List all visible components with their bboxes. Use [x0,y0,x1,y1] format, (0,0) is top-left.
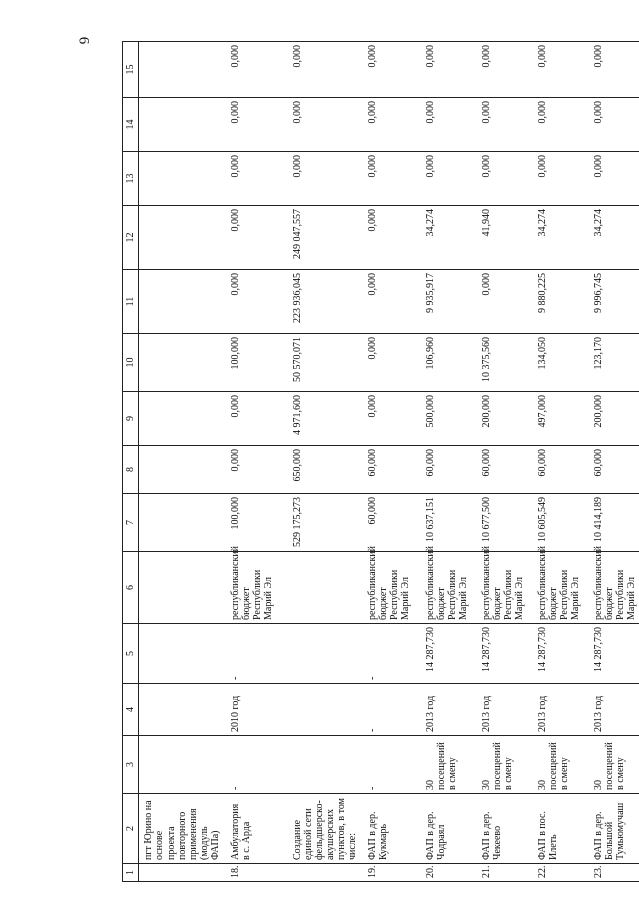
year: 2013 год [477,684,533,736]
value-col-7: 10 605,549 [533,494,589,552]
estimate-cost: 14 287,730 [477,624,533,684]
value-col-9: 500,000 [421,392,477,446]
value-col-13: 0,000 [421,152,477,206]
value-col-14: 0,000 [226,98,288,152]
estimate-cost [139,624,226,684]
value-col-13: 0,000 [477,152,533,206]
value-col-15: 0,000 [421,42,477,98]
year [139,684,226,736]
value-col-7: 10 677,500 [477,494,533,552]
value-col-13: 0,000 [226,152,288,206]
value-col-12: 249 047,557 [288,206,363,270]
header-col-10: 10 [123,334,139,392]
table-row [363,42,421,882]
header-col-4: 4 [123,684,139,736]
value-col-15 [139,42,226,98]
table-row [139,42,226,882]
value-col-8 [139,446,226,494]
funding-source [288,552,363,624]
value-col-10: 100,000 [226,334,288,392]
value-col-14 [139,98,226,152]
value-col-7 [139,494,226,552]
value-col-11: 9 935,917 [421,270,477,334]
header-col-7: 7 [123,494,139,552]
capacity [139,736,226,794]
object-name: ФАП в дер. Чекеево [477,794,533,864]
value-col-7: 10 414,189 [589,494,639,552]
value-col-14: 0,000 [421,98,477,152]
estimate-cost: 14 287,730 [421,624,477,684]
object-name: ФАП в дер. Чодраял [421,794,477,864]
budget-table [122,41,639,882]
value-col-7: 10 637,151 [421,494,477,552]
capacity: 30 посещений в смену [533,736,589,794]
value-col-8: 0,000 [226,446,288,494]
header-col-2: 2 [123,794,139,864]
value-col-9: 497,000 [533,392,589,446]
value-col-9: 200,000 [589,392,639,446]
value-col-15: 0,000 [363,42,421,98]
page-number: 6 [75,36,92,45]
table-row [477,42,533,882]
value-col-12: 34,274 [421,206,477,270]
row-number: 22. [533,864,589,882]
value-col-12 [139,206,226,270]
value-col-12: 0,000 [363,206,421,270]
year: - [363,684,421,736]
header-col-12: 12 [123,206,139,270]
header-col-15: 15 [123,42,139,98]
value-col-9: 0,000 [363,392,421,446]
value-col-9: 0,000 [226,392,288,446]
value-col-14: 0,000 [533,98,589,152]
funding-source: республиканский бюджет Республики Марий Эл [589,552,639,624]
value-col-11: 223 936,045 [288,270,363,334]
year [288,684,363,736]
value-col-14: 0,000 [589,98,639,152]
value-col-7: 529 175,273 [288,494,363,552]
value-col-8: 650,000 [288,446,363,494]
row-number: 21. [477,864,533,882]
value-col-8: 60,000 [477,446,533,494]
header-col-13: 13 [123,152,139,206]
object-name: пгт Юрино на основе проекта повторного применения (модуль ФАПа) [139,794,226,864]
row-number: 19. [363,864,421,882]
value-col-11: 0,000 [226,270,288,334]
value-col-14: 0,000 [288,98,363,152]
table-header [123,42,139,882]
value-col-9: 4 971,600 [288,392,363,446]
header-col-9: 9 [123,392,139,446]
capacity: 30 посещений в смену [477,736,533,794]
value-col-11: 0,000 [363,270,421,334]
funding-source: республиканский бюджет Республики Марий Эл [226,552,288,624]
value-col-10 [139,334,226,392]
object-name: ФАП в дер. Большой Тумьюмучаш [589,794,639,864]
value-col-11: 0,000 [477,270,533,334]
year: 2013 год [421,684,477,736]
value-col-15: 0,000 [477,42,533,98]
estimate-cost: - [363,624,421,684]
capacity: 30 посещений в смену [589,736,639,794]
value-col-12: 34,274 [589,206,639,270]
estimate-cost [288,624,363,684]
funding-source: республиканский бюджет Республики Марий Эл [477,552,533,624]
table-row [421,42,477,882]
object-name: Амбулатория в с. Арда [226,794,288,864]
year: 2013 год [589,684,639,736]
value-col-10: 50 570,071 [288,334,363,392]
row-number: 18. [226,864,288,882]
value-col-8: 60,000 [533,446,589,494]
header-col-3: 3 [123,736,139,794]
value-col-10: 106,960 [421,334,477,392]
value-col-15: 0,000 [533,42,589,98]
value-col-15: 0,000 [226,42,288,98]
header-col-14: 14 [123,98,139,152]
value-col-7: 60,000 [363,494,421,552]
header-col-1: 1 [123,864,139,882]
value-col-14: 0,000 [477,98,533,152]
capacity [288,736,363,794]
value-col-10: 134,050 [533,334,589,392]
value-col-13: 0,000 [533,152,589,206]
funding-source [139,552,226,624]
row-number: 20. [421,864,477,882]
value-col-15: 0,000 [288,42,363,98]
row-number: 23. [589,864,639,882]
value-col-10: 10 375,560 [477,334,533,392]
header-col-8: 8 [123,446,139,494]
value-col-11: 9 996,745 [589,270,639,334]
object-name: ФАП в пос. Илеть [533,794,589,864]
table-row [533,42,589,882]
capacity: - [226,736,288,794]
value-col-13: 0,000 [589,152,639,206]
value-col-14: 0,000 [363,98,421,152]
value-col-11 [139,270,226,334]
year: 2013 год [533,684,589,736]
object-name: Создание единой сети фельдшерско-акушерских пунктов, в том числе: [288,794,363,864]
value-col-9 [139,392,226,446]
table-row [589,42,639,882]
value-col-8: 60,000 [421,446,477,494]
header-col-5: 5 [123,624,139,684]
header-col-6: 6 [123,552,139,624]
capacity: - [363,736,421,794]
table-row [288,42,363,882]
value-col-8: 60,000 [363,446,421,494]
value-col-15: 0,000 [589,42,639,98]
rotated-table-page [122,42,639,882]
row-number [288,864,363,882]
value-col-9: 200,000 [477,392,533,446]
value-col-8: 60,000 [589,446,639,494]
table-row [226,42,288,882]
value-col-13: 0,000 [363,152,421,206]
estimate-cost: - [226,624,288,684]
value-col-12: 41,940 [477,206,533,270]
header-col-11: 11 [123,270,139,334]
object-name: ФАП в дер. Кукмарь [363,794,421,864]
value-col-13 [139,152,226,206]
value-col-10: 123,170 [589,334,639,392]
value-col-13: 0,000 [288,152,363,206]
funding-source: республиканский бюджет Республики Марий Эл [421,552,477,624]
value-col-10: 0,000 [363,334,421,392]
year: 2010 год [226,684,288,736]
estimate-cost: 14 287,730 [589,624,639,684]
value-col-7: 100,000 [226,494,288,552]
value-col-12: 0,000 [226,206,288,270]
value-col-12: 34,274 [533,206,589,270]
funding-source: республиканский бюджет Республики Марий Эл [533,552,589,624]
value-col-11: 9 880,225 [533,270,589,334]
estimate-cost: 14 287,730 [533,624,589,684]
row-number [139,864,226,882]
capacity: 30 посещений в смену [421,736,477,794]
funding-source: республиканский бюджет Республики Марий Эл [363,552,421,624]
